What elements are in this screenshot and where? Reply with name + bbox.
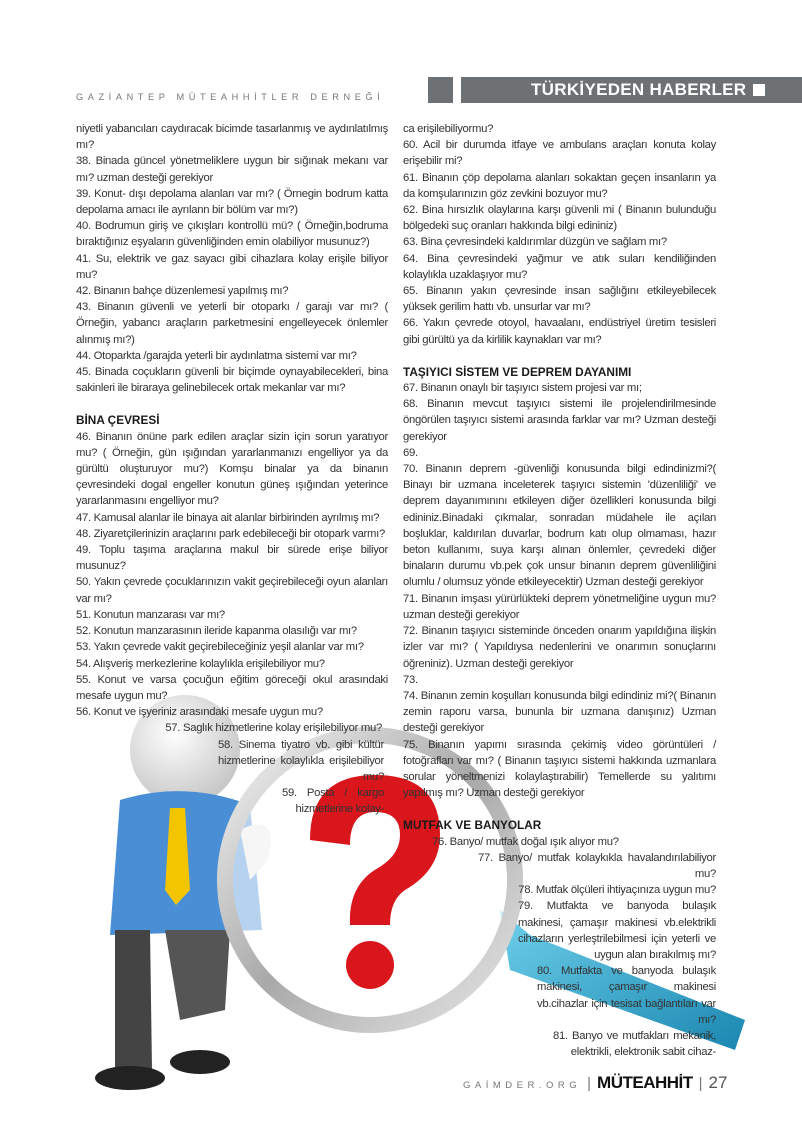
question-item: ca erişilebiliyormu? xyxy=(403,123,494,135)
question-item: 74. Binanın zemin koşulları konusunda bilgi edindiniz mi?( Binanın zemin raporu varsa, bununla bir uzmana danışınız) Uzman desteği gerekiyor xyxy=(403,689,716,735)
question-item: 41. Su, elektrik ve gaz sayacı gibi cihazlara kolay erişile biliyor mu? xyxy=(76,252,388,281)
question-item: 42. Binanın bahçe düzenlemesi yapılmış mı? xyxy=(76,285,289,298)
question-item: 72. Binanın taşıyıcı sisteminde önceden onarım yapıldığına ilişkin izler var mı? ( Yapıldıysa nedenlerini ve onarımın sonuçlarını öğreniniz). Uzman desteği gerekiyor xyxy=(403,625,716,670)
section-banner xyxy=(461,77,802,103)
question-item: 61. Binanın çöp depolama alanları sokaktan geçen insanların ya da komşularınızın göz zevkini bozuyor mu? xyxy=(403,171,716,200)
question-item: 68. Binanın mevcut taşıyıcı sistemi ile projelendirilmesinde öngörülen taşıyıcı sistemi arasında farklar var mı? Uzman desteği gerekiyor xyxy=(403,398,716,443)
header-organization: GAZİANTEP MÜTEAHHİTLER DERNEĞİ xyxy=(76,92,385,102)
left-column xyxy=(76,121,388,818)
question-item: 54. Alışveriş merkezlerine kolaylıkla erişilebiliyor mu? xyxy=(76,657,325,670)
right-column xyxy=(403,121,716,1060)
section-heading: BİNA ÇEVRESİ xyxy=(76,413,160,428)
question-item: 57. Saglık hizmetlerine kolay erişilebiliyor mu? xyxy=(165,722,382,735)
question-item: 64. Bina çevresindeki yağmur ve atık suları kendiliğinden kolaylıkla uzaklaşıyor mu? xyxy=(403,252,716,281)
question-item: 73. xyxy=(403,673,418,686)
question-item: 69. xyxy=(403,446,418,459)
question-item: 67. Binanın onaylı bir taşıyıcı sistem projesi var mı; xyxy=(403,382,642,395)
question-item: 60. Acil bir durumda itfaye ve ambulans araçları konuta kolay erişebilir mi? xyxy=(403,139,716,168)
question-item: 40. Bodrumun giriş ve çıkışları kontrollü mü? ( Örneğin,bodruma bıraktığınız eşyaların güvenliğinden emin olabiliyor musunuz?) xyxy=(76,220,388,249)
question-item: 49. Toplu taşıma araçlarına makul bir sürede erişe biliyor musunuz? xyxy=(76,544,388,573)
square-icon xyxy=(753,84,765,96)
question-item: 50. Yakın çevrede çocuklarınızın vakit geçirebileceği oyun alanları var mı? xyxy=(76,576,388,605)
question-item: 75. Binanın yapımı sırasında çekimiş video görüntüleri / fotoğrafları var mı? ( Binanın taşıyıcı sistemi hakkında uzmanlara sorular yöneltmenizi kolaylaştırabilir) Temellerde su yalıtımı yapılmış mı? Uzman desteği gerekiyor xyxy=(403,738,716,800)
question-item: 56. Konut ve işyeriniz arasındaki mesafe uygun mu? xyxy=(76,706,323,719)
question-item: 66. Yakın çevrede otoyol, havaalanı, endüstriyel üretim tesisleri gibi gürültü ya da kirlilik kaynakları var mı? xyxy=(403,317,716,346)
section-heading: TAŞIYICI SİSTEM VE DEPREM DAYANIMI xyxy=(403,364,632,379)
question-item: 71. Binanın imşası yürürlükteki deprem yönetmeliğine uygun mu? uzman desteği gerekiyor xyxy=(403,592,716,621)
question-item: 43. Binanın güvenli ve yeterli bir otoparkı / garajı var mı? ( Örneğin, yabancı araçların parketmesini engelleyecek önlemler alınmış mı?) xyxy=(76,301,388,346)
page-number: 27 xyxy=(708,1073,728,1092)
footer-separator: | xyxy=(698,1075,703,1092)
question-item: 47. Kamusal alanlar ile binaya ait alanlar birbirinden ayrılmış mı? xyxy=(76,511,380,524)
question-item: 79. Mutfakta ve banyoda bulaşık makinesi, çamaşır makinesi vb.elektrikli cihazların yerleştrilebilmesi için yeterli ve uygun alan bırakılmış mı? xyxy=(518,900,716,961)
footer-separator: | xyxy=(587,1075,592,1092)
question-item: 51. Konutun manzarası var mı? xyxy=(76,608,225,621)
question-item: 78. Mutfak ölçüleri ihtiyaçınıza uygun mu? xyxy=(518,884,716,897)
question-item: 58. Sinema tiyatro vb. gibi kültür hizmetlerine kolaylıkla erişilebiliyor mu? xyxy=(218,738,384,783)
question-item: 45. Binada coçukların güvenli bir biçimde oynayabilecekleri, bina sakinleri ile biraraya gelinebilecek ortak mekanlar var mı? xyxy=(76,366,388,395)
question-item: 77. Banyo/ mutfak kolaykıkla havalandırılabiliyor mu? xyxy=(478,851,716,880)
section-heading: MUTFAK VE BANYOLAR xyxy=(403,818,542,833)
question-item: 44. Otoparkta /garajda yeterli bir aydınlatma sistemi var mı? xyxy=(76,349,357,362)
question-item: 81. Banyo ve mutfakları mekanik, elektrikli, elektronik sabit cihaz- xyxy=(553,1029,716,1059)
question-item: 62. Bina hırsızlık olaylarına karşı güvenli mi ( Binanın bulunduğu bölgedeki suç oranları hakkında bilgi edininiz) xyxy=(403,204,716,233)
footer xyxy=(463,1073,727,1093)
question-item: 38. Binada güncel yönetmeliklere uygun bir sığınak mekanı var mı? uzman desteği gerekiyor xyxy=(76,155,388,184)
question-item: 63. Bina çevresindeki kaldırımlar düzgün ve sağlam mı? xyxy=(403,236,667,249)
section-title: TÜRKİYEDEN HABERLER xyxy=(531,80,747,99)
question-item: 80. Mutfakta ve banyoda bulaşık makinesi, çamaşır makinesi vb.cihazlar için tesisat bağlantıları var mı? xyxy=(537,965,716,1026)
question-item: 46. Binanın önüne park edilen araçlar sizin için sorun yaratıyor mu? ( Örneğin, gün ışığından yararlanmanızı engelliyor ya da gürültü oluşturuyor mu?) Komşu binalar ya da binanın çevresindeki dogal engeller konutun güneş ışığından yeterince yararlanmasını engelliyor mu? xyxy=(76,430,388,508)
question-item: 48. Ziyaretçilerinizin araçlarını park edebileceği bir otopark varmı? xyxy=(76,527,385,540)
header-box xyxy=(428,77,453,103)
question-item: 65. Binanın yakın çevresinde insan sağlığını etkileyebilecek yüksek gerilim hattı vb. unsurlar var mı? xyxy=(403,285,716,314)
magazine-logo: MÜTEAHHİT xyxy=(597,1073,693,1092)
question-item: 53. Yakın çevrede vakit geçirebileceğiniz yeşil alanlar var mı? xyxy=(76,641,364,654)
question-item: 52. Konutun manzarasının ileride kapanma olasılığı var mı? xyxy=(76,625,357,638)
website-link[interactable]: GAİMDER.ORG xyxy=(463,1080,582,1091)
question-item: niyetli yabancıları caydıracak bicimde tasarlanmış ve aydınlatılmış mı? xyxy=(76,123,388,152)
question-item: 55. Konut ve varsa çocuğun eğitim göreceği okul arasındaki mesafe uygun mu? xyxy=(76,673,388,702)
question-item: 39. Konut- dışı depolama alanları var mı? ( Örnegin bodrum katta depolama amacı ile ayrılann bir bölüm var mı?) xyxy=(76,187,388,217)
question-item: 70. Binanın deprem -güvenliği konusunda bilgi edindinizmi?( Binayı bir uzmana inceleterek taşıyıcı sistemin 'düzenliliği' ve deprem dayanımınını etkileyen diğer özellikleri konusunda bilgi edininiz.Binadaki çıkmalar, sonradan müdahele ile açılan boşluklar, kaldırılan duvarlar, bodrum katı olup olmaması, hazır beton kullanımı, suya karşı alınan önlemler, çevredeki diğer binaların durumu vb.pek çok unsur binanın deprem güvenliliğini olumlu / olumsuz yönde etkileyecektir) Uzman desteği gerekiyor xyxy=(403,463,716,589)
question-item: 59. Posta / kargo hizmetlerine kolay- xyxy=(282,787,384,816)
question-item: 76. Banyo/ mutfak doğal ışık alıyor mu? xyxy=(432,835,619,848)
